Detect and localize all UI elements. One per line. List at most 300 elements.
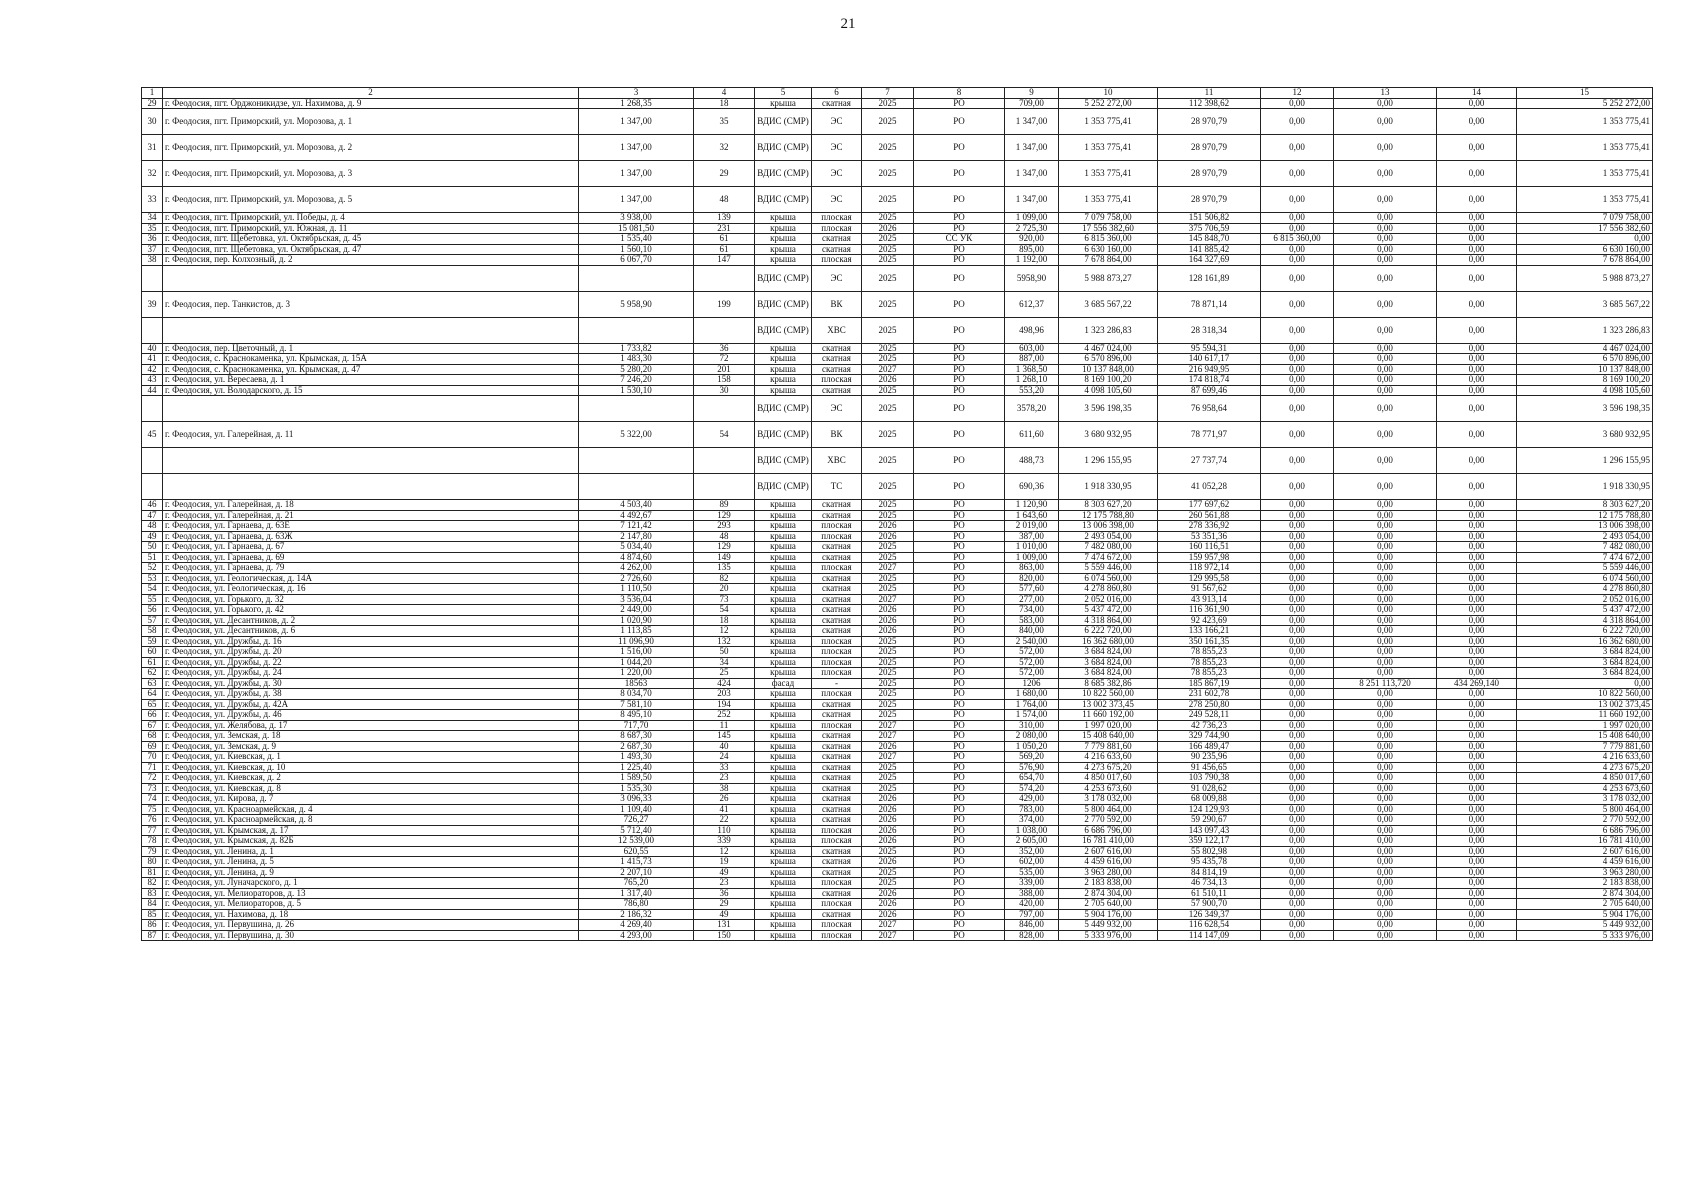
funding-method-cell: РО — [914, 752, 1005, 763]
table-row — [142, 846, 1653, 857]
total-area-cell: 5 322,00 — [579, 422, 694, 448]
fund-funds-cell: 6 222 720,00 — [1517, 626, 1653, 637]
column-number: 13 — [1334, 88, 1437, 99]
total-area-cell: 8 687,30 — [579, 731, 694, 742]
control-cost-cell: 128 161,89 — [1158, 265, 1261, 291]
total-area-cell: 8 495,10 — [579, 710, 694, 721]
funding-method-cell: РО — [914, 500, 1005, 511]
column-number: 10 — [1059, 88, 1158, 99]
work-cost-cell: 4 318 864,00 — [1059, 615, 1158, 626]
funding-method-cell: РО — [914, 98, 1005, 109]
row-number-cell: 79 — [142, 846, 163, 857]
local-funds-cell: 0,00 — [1437, 878, 1517, 889]
work-type-cell: ВДИС (СМР) — [755, 474, 812, 500]
work-volume-cell: 553,20 — [1005, 385, 1059, 396]
work-subtype-cell: ВК — [812, 291, 862, 317]
local-funds-cell: 0,00 — [1437, 343, 1517, 354]
fund-funds-cell: 3 685 567,22 — [1517, 291, 1653, 317]
total-area-cell: 1 268,35 — [579, 98, 694, 109]
row-number-cell: 80 — [142, 857, 163, 868]
work-volume-cell: 1 643,60 — [1005, 510, 1059, 521]
work-type-cell: ВДИС (СМР) — [755, 317, 812, 343]
table-row — [142, 773, 1653, 784]
work-cost-cell: 13 006 398,00 — [1059, 521, 1158, 532]
address-cell: г. Феодосия, ул. Володарского, д. 15 — [163, 385, 579, 396]
funding-method-cell: РО — [914, 867, 1005, 878]
work-volume-cell: 1 009,00 — [1005, 552, 1059, 563]
planned-year-cell: 2027 — [862, 930, 914, 941]
local-funds-cell: 0,00 — [1437, 385, 1517, 396]
residents-count-cell: 18 — [694, 98, 755, 109]
row-number-cell: 33 — [142, 187, 163, 213]
local-funds-cell: 0,00 — [1437, 804, 1517, 815]
budget-funds-cell: 0,00 — [1334, 396, 1437, 422]
work-subtype-cell: плоская — [812, 668, 862, 679]
funding-method-cell: РО — [914, 223, 1005, 234]
budget-funds-cell: 0,00 — [1334, 223, 1437, 234]
work-subtype-cell: скатная — [812, 615, 862, 626]
fund-funds-cell: 3 684 824,00 — [1517, 647, 1653, 658]
table-row — [142, 636, 1653, 647]
funding-method-cell: РО — [914, 899, 1005, 910]
address-cell: г. Феодосия, ул. Геологическая, д. 14А — [163, 573, 579, 584]
residents-count-cell: 23 — [694, 773, 755, 784]
residents-count-cell: 48 — [694, 531, 755, 542]
funding-method-cell: РО — [914, 668, 1005, 679]
fund-funds-cell: 4 216 633,60 — [1517, 752, 1653, 763]
fund-funds-cell: 1 918 330,95 — [1517, 474, 1653, 500]
work-subtype-cell: скатная — [812, 857, 862, 868]
local-funds-cell: 0,00 — [1437, 668, 1517, 679]
planned-year-cell: 2027 — [862, 920, 914, 931]
row-number-cell: 60 — [142, 647, 163, 658]
row-number-cell: 35 — [142, 223, 163, 234]
owner-funds-cell: 0,00 — [1261, 825, 1334, 836]
owner-funds-cell: 0,00 — [1261, 594, 1334, 605]
budget-funds-cell: 0,00 — [1334, 909, 1437, 920]
work-type-cell: крыша — [755, 741, 812, 752]
work-cost-cell: 5 904 176,00 — [1059, 909, 1158, 920]
residents-count-cell: 12 — [694, 846, 755, 857]
control-cost-cell: 92 423,69 — [1158, 615, 1261, 626]
work-cost-cell: 4 273 675,20 — [1059, 762, 1158, 773]
address-cell: г. Феодосия, пгт. Приморский, ул. Морозова, д. 5 — [163, 187, 579, 213]
address-cell: г. Феодосия, ул. Галерейная, д. 11 — [163, 422, 579, 448]
budget-funds-cell: 0,00 — [1334, 584, 1437, 595]
owner-funds-cell: 0,00 — [1261, 510, 1334, 521]
work-cost-cell: 1 353 775,41 — [1059, 135, 1158, 161]
owner-funds-cell: 0,00 — [1261, 343, 1334, 354]
control-cost-cell: 129 995,58 — [1158, 573, 1261, 584]
control-cost-cell: 350 161,35 — [1158, 636, 1261, 647]
planned-year-cell: 2027 — [862, 720, 914, 731]
budget-funds-cell: 0,00 — [1334, 815, 1437, 826]
control-cost-cell: 87 699,46 — [1158, 385, 1261, 396]
work-cost-cell: 5 988 873,27 — [1059, 265, 1158, 291]
column-number: 3 — [579, 88, 694, 99]
total-area-cell: 3 536,04 — [579, 594, 694, 605]
column-number: 11 — [1158, 88, 1261, 99]
control-cost-cell: 141 885,42 — [1158, 244, 1261, 255]
local-funds-cell: 0,00 — [1437, 354, 1517, 365]
planned-year-cell: 2026 — [862, 857, 914, 868]
budget-funds-cell: 0,00 — [1334, 720, 1437, 731]
funding-method-cell: РО — [914, 510, 1005, 521]
row-number-cell: 65 — [142, 699, 163, 710]
work-volume-cell: 488,73 — [1005, 448, 1059, 474]
table-row — [142, 244, 1653, 255]
work-type-cell: крыша — [755, 657, 812, 668]
table-row — [142, 109, 1653, 135]
table-row — [142, 605, 1653, 616]
address-cell: г. Феодосия, ул. Первушина, д. 26 — [163, 920, 579, 931]
work-cost-cell: 4 459 616,00 — [1059, 857, 1158, 868]
control-cost-cell: 55 802,98 — [1158, 846, 1261, 857]
address-cell: г. Феодосия, ул. Гарнаева, д. 67 — [163, 542, 579, 553]
planned-year-cell: 2025 — [862, 234, 914, 245]
work-cost-cell: 5 333 976,00 — [1059, 930, 1158, 941]
work-subtype-cell: ХВС — [812, 317, 862, 343]
address-cell: г. Феодосия, ул. Киевская, д. 10 — [163, 762, 579, 773]
budget-funds-cell: 0,00 — [1334, 773, 1437, 784]
work-subtype-cell: ЭС — [812, 161, 862, 187]
control-cost-cell: 46 734,13 — [1158, 878, 1261, 889]
work-type-cell: крыша — [755, 521, 812, 532]
table-row — [142, 510, 1653, 521]
control-cost-cell: 27 737,74 — [1158, 448, 1261, 474]
row-number-cell: 30 — [142, 109, 163, 135]
work-subtype-cell: плоская — [812, 255, 862, 266]
work-volume-cell: 1206 — [1005, 678, 1059, 689]
fund-funds-cell: 1 323 286,83 — [1517, 317, 1653, 343]
work-type-cell: крыша — [755, 573, 812, 584]
funding-method-cell: РО — [914, 291, 1005, 317]
owner-funds-cell: 0,00 — [1261, 573, 1334, 584]
work-type-cell: крыша — [755, 636, 812, 647]
local-funds-cell: 0,00 — [1437, 699, 1517, 710]
local-funds-cell: 0,00 — [1437, 920, 1517, 931]
control-cost-cell: 76 958,64 — [1158, 396, 1261, 422]
budget-funds-cell: 0,00 — [1334, 521, 1437, 532]
table-row — [142, 731, 1653, 742]
work-cost-cell: 2 874 304,00 — [1059, 888, 1158, 899]
owner-funds-cell: 0,00 — [1261, 615, 1334, 626]
owner-funds-cell: 0,00 — [1261, 448, 1334, 474]
planned-year-cell: 2025 — [862, 500, 914, 511]
address-cell: г. Феодосия, ул. Кирова, д. 7 — [163, 794, 579, 805]
funding-method-cell: РО — [914, 920, 1005, 931]
fund-funds-cell: 5 252 272,00 — [1517, 98, 1653, 109]
total-area-cell: 18563 — [579, 678, 694, 689]
budget-funds-cell: 0,00 — [1334, 542, 1437, 553]
work-cost-cell: 6 686 796,00 — [1059, 825, 1158, 836]
planned-year-cell: 2026 — [862, 899, 914, 910]
fund-funds-cell: 3 684 824,00 — [1517, 668, 1653, 679]
row-number-cell: 59 — [142, 636, 163, 647]
budget-funds-cell: 0,00 — [1334, 375, 1437, 386]
table-row — [142, 448, 1653, 474]
column-number: 1 — [142, 88, 163, 99]
work-cost-cell: 5 437 472,00 — [1059, 605, 1158, 616]
table-row — [142, 474, 1653, 500]
work-cost-cell: 1 353 775,41 — [1059, 109, 1158, 135]
local-funds-cell: 0,00 — [1437, 109, 1517, 135]
work-type-cell: крыша — [755, 794, 812, 805]
control-cost-cell: 278 250,80 — [1158, 699, 1261, 710]
residents-count-cell: 135 — [694, 563, 755, 574]
work-subtype-cell: скатная — [812, 710, 862, 721]
work-subtype-cell: скатная — [812, 752, 862, 763]
row-number-cell: 41 — [142, 354, 163, 365]
total-area-cell: 2 147,80 — [579, 531, 694, 542]
work-subtype-cell: скатная — [812, 385, 862, 396]
work-cost-cell: 10 822 560,00 — [1059, 689, 1158, 700]
row-number-cell: 58 — [142, 626, 163, 637]
planned-year-cell: 2026 — [862, 804, 914, 815]
total-area-cell: 7 581,10 — [579, 699, 694, 710]
local-funds-cell: 0,00 — [1437, 899, 1517, 910]
local-funds-cell: 0,00 — [1437, 731, 1517, 742]
table-row — [142, 657, 1653, 668]
work-cost-cell: 2 607 616,00 — [1059, 846, 1158, 857]
work-type-cell: крыша — [755, 594, 812, 605]
fund-funds-cell: 12 175 788,80 — [1517, 510, 1653, 521]
total-area-cell: 1 483,30 — [579, 354, 694, 365]
table-row — [142, 710, 1653, 721]
budget-funds-cell: 0,00 — [1334, 867, 1437, 878]
work-cost-cell: 7 779 881,60 — [1059, 741, 1158, 752]
residents-count-cell: 33 — [694, 762, 755, 773]
work-type-cell: крыша — [755, 500, 812, 511]
funding-method-cell: РО — [914, 626, 1005, 637]
planned-year-cell: 2025 — [862, 762, 914, 773]
work-volume-cell: 1 347,00 — [1005, 161, 1059, 187]
work-type-cell: крыша — [755, 584, 812, 595]
residents-count-cell — [694, 265, 755, 291]
control-cost-cell: 118 972,14 — [1158, 563, 1261, 574]
planned-year-cell: 2026 — [862, 741, 914, 752]
budget-funds-cell: 0,00 — [1334, 448, 1437, 474]
fund-funds-cell: 1 997 020,00 — [1517, 720, 1653, 731]
residents-count-cell: 61 — [694, 234, 755, 245]
work-volume-cell: 863,00 — [1005, 563, 1059, 574]
address-cell: г. Феодосия, пгт. Орджоникидзе, ул. Нахимова, д. 9 — [163, 98, 579, 109]
work-cost-cell: 5 449 932,00 — [1059, 920, 1158, 931]
work-type-cell: крыша — [755, 783, 812, 794]
local-funds-cell: 0,00 — [1437, 364, 1517, 375]
planned-year-cell: 2025 — [862, 846, 914, 857]
total-area-cell: 1 109,40 — [579, 804, 694, 815]
control-cost-cell: 260 561,88 — [1158, 510, 1261, 521]
owner-funds-cell: 0,00 — [1261, 542, 1334, 553]
total-area-cell: 3 938,00 — [579, 213, 694, 224]
row-number-cell: 61 — [142, 657, 163, 668]
work-subtype-cell: скатная — [812, 234, 862, 245]
column-number-row — [142, 88, 1653, 99]
column-number: 15 — [1517, 88, 1653, 99]
fund-funds-cell: 7 079 758,00 — [1517, 213, 1653, 224]
fund-funds-cell: 4 098 105,60 — [1517, 385, 1653, 396]
work-cost-cell: 5 559 446,00 — [1059, 563, 1158, 574]
residents-count-cell: 132 — [694, 636, 755, 647]
budget-funds-cell: 0,00 — [1334, 636, 1437, 647]
local-funds-cell: 0,00 — [1437, 422, 1517, 448]
work-type-cell: крыша — [755, 668, 812, 679]
local-funds-cell: 0,00 — [1437, 542, 1517, 553]
work-type-cell: ВДИС (СМР) — [755, 396, 812, 422]
work-subtype-cell: плоская — [812, 213, 862, 224]
address-cell: г. Феодосия, ул. Гарнаева, д. 79 — [163, 563, 579, 574]
row-number-cell: 62 — [142, 668, 163, 679]
budget-funds-cell: 0,00 — [1334, 135, 1437, 161]
total-area-cell: 2 449,00 — [579, 605, 694, 616]
capital-repair-register-table — [141, 87, 1653, 941]
residents-count-cell: 424 — [694, 678, 755, 689]
address-cell — [163, 448, 579, 474]
fund-funds-cell: 16 781 410,00 — [1517, 836, 1653, 847]
total-area-cell: 4 262,00 — [579, 563, 694, 574]
work-subtype-cell: скатная — [812, 500, 862, 511]
planned-year-cell: 2026 — [862, 375, 914, 386]
work-type-cell: крыша — [755, 710, 812, 721]
fund-funds-cell: 1 353 775,41 — [1517, 187, 1653, 213]
total-area-cell: 1 415,73 — [579, 857, 694, 868]
work-subtype-cell: - — [812, 678, 862, 689]
work-type-cell: крыша — [755, 385, 812, 396]
planned-year-cell: 2025 — [862, 244, 914, 255]
fund-funds-cell: 6 630 160,00 — [1517, 244, 1653, 255]
owner-funds-cell: 0,00 — [1261, 878, 1334, 889]
fund-funds-cell: 1 353 775,41 — [1517, 135, 1653, 161]
total-area-cell: 7 246,20 — [579, 375, 694, 386]
work-volume-cell: 535,00 — [1005, 867, 1059, 878]
work-type-cell: крыша — [755, 878, 812, 889]
work-subtype-cell: плоская — [812, 825, 862, 836]
local-funds-cell: 434 269,140 — [1437, 678, 1517, 689]
owner-funds-cell: 0,00 — [1261, 244, 1334, 255]
work-subtype-cell: скатная — [812, 542, 862, 553]
table-row — [142, 615, 1653, 626]
work-cost-cell: 3 178 032,00 — [1059, 794, 1158, 805]
funding-method-cell: РО — [914, 448, 1005, 474]
control-cost-cell: 116 628,54 — [1158, 920, 1261, 931]
work-volume-cell: 828,00 — [1005, 930, 1059, 941]
funding-method-cell: РО — [914, 542, 1005, 553]
work-cost-cell: 1 353 775,41 — [1059, 187, 1158, 213]
budget-funds-cell: 0,00 — [1334, 317, 1437, 343]
work-volume-cell: 374,00 — [1005, 815, 1059, 826]
address-cell: г. Феодосия, пер. Танкистов, д. 3 — [163, 291, 579, 317]
total-area-cell: 3 096,33 — [579, 794, 694, 805]
work-type-cell: крыша — [755, 615, 812, 626]
control-cost-cell: 185 867,19 — [1158, 678, 1261, 689]
work-cost-cell: 4 467 024,00 — [1059, 343, 1158, 354]
owner-funds-cell: 0,00 — [1261, 689, 1334, 700]
address-cell: г. Феодосия, ул. Нахимова, д. 18 — [163, 909, 579, 920]
table-row — [142, 899, 1653, 910]
work-type-cell: крыша — [755, 354, 812, 365]
local-funds-cell: 0,00 — [1437, 636, 1517, 647]
table-row — [142, 573, 1653, 584]
work-volume-cell: 783,00 — [1005, 804, 1059, 815]
work-cost-cell: 4 216 633,60 — [1059, 752, 1158, 763]
work-cost-cell: 3 596 198,35 — [1059, 396, 1158, 422]
work-volume-cell: 420,00 — [1005, 899, 1059, 910]
budget-funds-cell: 0,00 — [1334, 291, 1437, 317]
total-area-cell: 1 113,85 — [579, 626, 694, 637]
work-volume-cell: 583,00 — [1005, 615, 1059, 626]
work-volume-cell: 498,96 — [1005, 317, 1059, 343]
address-cell: г. Феодосия, ул. Дружбы, д. 30 — [163, 678, 579, 689]
funding-method-cell: РО — [914, 364, 1005, 375]
budget-funds-cell: 0,00 — [1334, 422, 1437, 448]
fund-funds-cell: 4 467 024,00 — [1517, 343, 1653, 354]
control-cost-cell: 90 235,96 — [1158, 752, 1261, 763]
address-cell: г. Феодосия, ул. Киевская, д. 8 — [163, 783, 579, 794]
table-row — [142, 234, 1653, 245]
residents-count-cell: 41 — [694, 804, 755, 815]
work-subtype-cell: скатная — [812, 846, 862, 857]
planned-year-cell: 2025 — [862, 636, 914, 647]
work-volume-cell: 576,90 — [1005, 762, 1059, 773]
residents-count-cell: 203 — [694, 689, 755, 700]
work-volume-cell: 690,36 — [1005, 474, 1059, 500]
owner-funds-cell: 0,00 — [1261, 741, 1334, 752]
local-funds-cell: 0,00 — [1437, 161, 1517, 187]
table-row — [142, 752, 1653, 763]
funding-method-cell: РО — [914, 762, 1005, 773]
owner-funds-cell: 0,00 — [1261, 552, 1334, 563]
address-cell: г. Феодосия, ул. Земская, д. 9 — [163, 741, 579, 752]
local-funds-cell: 0,00 — [1437, 317, 1517, 343]
address-cell — [163, 317, 579, 343]
planned-year-cell: 2025 — [862, 668, 914, 679]
residents-count-cell: 36 — [694, 343, 755, 354]
planned-year-cell: 2026 — [862, 888, 914, 899]
planned-year-cell: 2025 — [862, 161, 914, 187]
planned-year-cell: 2026 — [862, 521, 914, 532]
fund-funds-cell: 3 680 932,95 — [1517, 422, 1653, 448]
budget-funds-cell: 0,00 — [1334, 187, 1437, 213]
fund-funds-cell: 6 074 560,00 — [1517, 573, 1653, 584]
planned-year-cell: 2025 — [862, 354, 914, 365]
fund-funds-cell: 3 963 280,00 — [1517, 867, 1653, 878]
budget-funds-cell: 0,00 — [1334, 510, 1437, 521]
budget-funds-cell: 0,00 — [1334, 741, 1437, 752]
control-cost-cell: 57 900,70 — [1158, 899, 1261, 910]
total-area-cell — [579, 396, 694, 422]
residents-count-cell: 20 — [694, 584, 755, 595]
fund-funds-cell: 3 684 824,00 — [1517, 657, 1653, 668]
owner-funds-cell: 0,00 — [1261, 500, 1334, 511]
residents-count-cell — [694, 396, 755, 422]
planned-year-cell: 2025 — [862, 317, 914, 343]
funding-method-cell: РО — [914, 689, 1005, 700]
address-cell: г. Феодосия, пгт. Приморский, ул. Победы, д. 4 — [163, 213, 579, 224]
residents-count-cell: 145 — [694, 731, 755, 742]
total-area-cell: 1 347,00 — [579, 109, 694, 135]
work-subtype-cell: скатная — [812, 888, 862, 899]
table-row — [142, 909, 1653, 920]
total-area-cell: 1 560,10 — [579, 244, 694, 255]
total-area-cell: 2 186,32 — [579, 909, 694, 920]
budget-funds-cell: 0,00 — [1334, 234, 1437, 245]
address-cell: г. Феодосия, ул. Мелиораторов, д. 5 — [163, 899, 579, 910]
funding-method-cell: РО — [914, 317, 1005, 343]
residents-count-cell: 48 — [694, 187, 755, 213]
owner-funds-cell: 0,00 — [1261, 317, 1334, 343]
row-number-cell: 68 — [142, 731, 163, 742]
